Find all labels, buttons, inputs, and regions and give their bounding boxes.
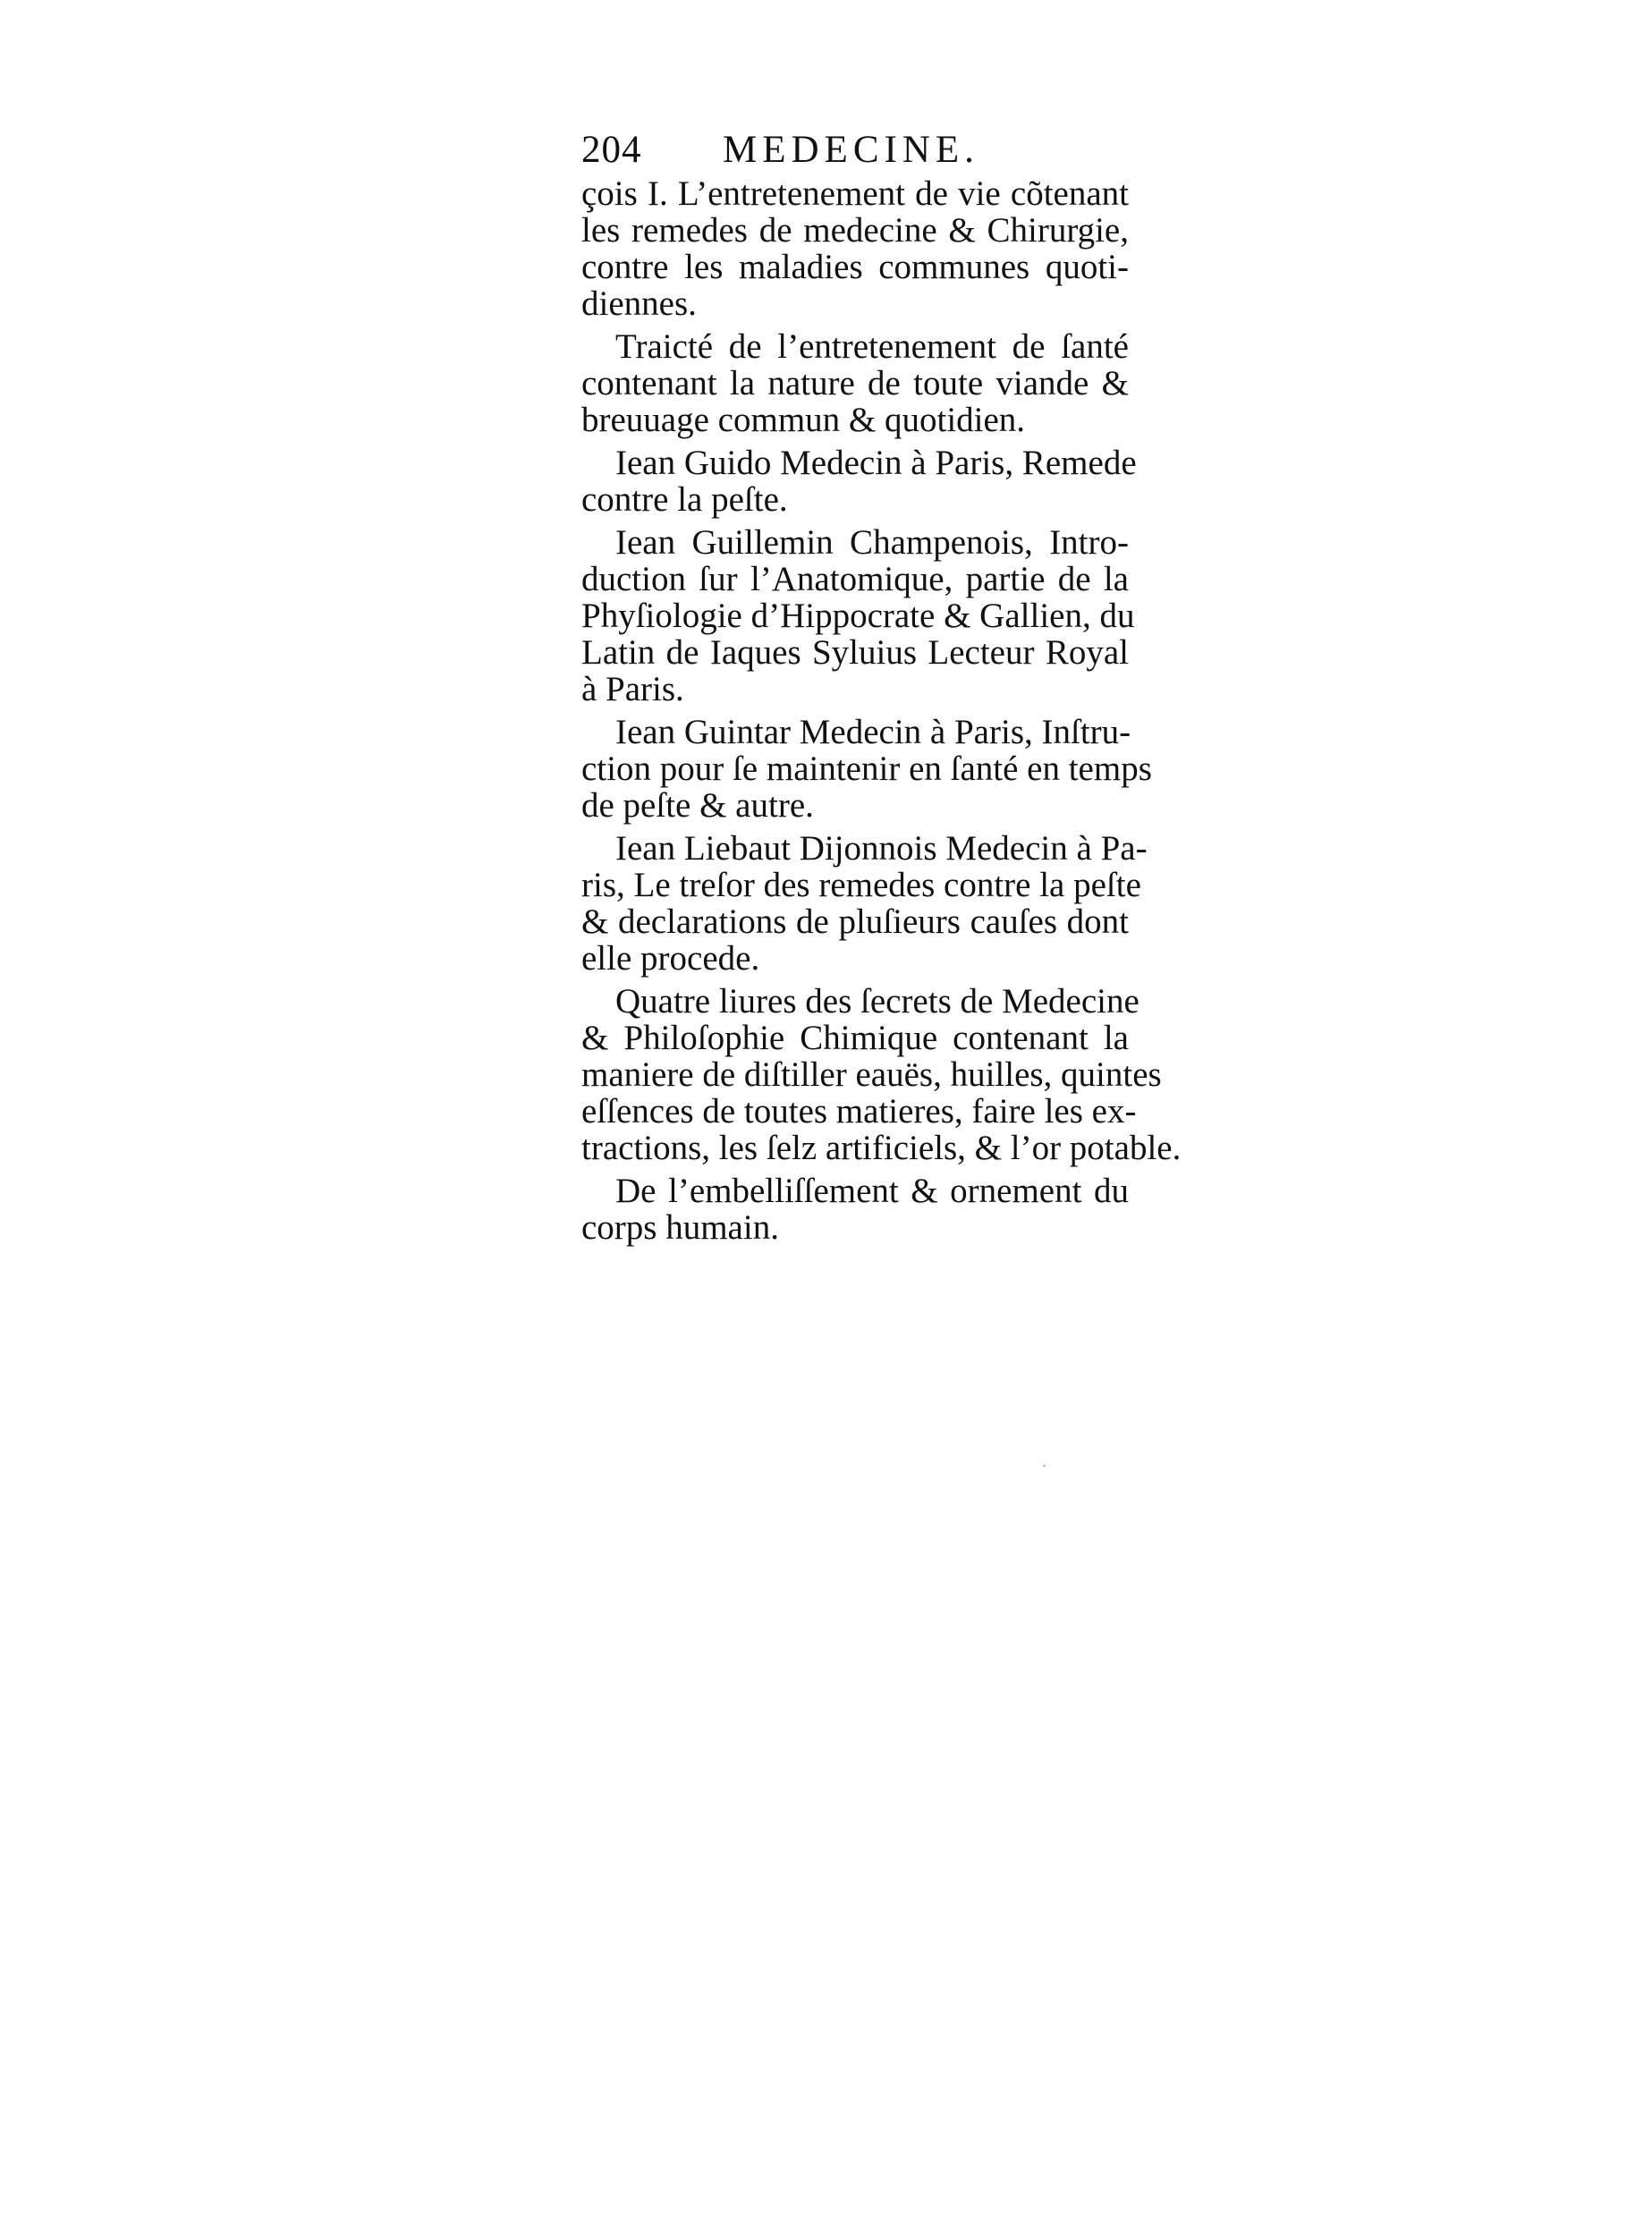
entry-line: contre les maladies communes quoti- [581,248,1129,286]
page-number: 204 [581,129,642,171]
entry-guillemin [581,523,1135,708]
entry-line: De l’embelliſſement & ornement du [615,1172,1129,1210]
running-title: MEDECINE. [723,129,979,171]
entry-line: à Paris. [581,670,684,708]
entry-line: contenant la nature de toute viande & [581,364,1129,402]
entry-line: Iean Guido Medecin à Paris, Remede [615,444,1137,482]
entry-line: ris, Le treſor des remedes contre la peſte [581,866,1141,904]
entry-line: Traicté de l’entretenement de ſanté [615,327,1129,366]
entry-line: duction ſur l’Anatomique, partie de la [581,560,1129,598]
entry-guido [581,444,1137,519]
entry-line: Latin de Iaques Syluius Lecteur Royal [581,633,1129,672]
entry-line: breuuage commun & quotidien. [581,401,1026,439]
entry-line: diennes. [581,284,697,323]
text-column [581,125,1182,1247]
stray-ink-mark [1043,1465,1046,1467]
entry-line: Phyſiologie d’Hippocrate & Gallien, du [581,597,1135,635]
page-header [581,125,1129,175]
entry-quatre-liures [581,982,1182,1167]
entry-line: Iean Liebaut Dijonnois Medecin à Pa- [615,829,1148,868]
entry-line: corps humain. [581,1208,779,1247]
entry-line: çois I. L’entretenement de vie cõtenant [581,174,1129,213]
entry-line: & Philoſophie Chimique contenant la [581,1019,1129,1057]
entry-line: Iean Guillemin Champenois, Intro- [615,523,1129,562]
entry-continuation [581,175,1129,322]
entry-line: contre la peſte. [581,480,788,519]
entry-traicte-sante [581,328,1129,438]
entry-line: elle procede. [581,939,760,978]
entry-embellissement [581,1173,1129,1246]
entry-line: ction pour ſe maintenir en ſanté en temps [581,750,1152,788]
entry-line: de peſte & autre. [581,786,814,825]
entry-line: Quatre liures des ſecrets de Medecine [615,982,1139,1021]
entry-line: les remedes de medecine & Chirurgie, [581,211,1129,250]
entry-line: maniere de diſtiller eauës, huilles, quintes [581,1055,1162,1094]
entry-line: & declarations de pluſieurs cauſes dont [581,902,1129,941]
entry-line: Iean Guintar Medecin à Paris, Inſtru- [615,713,1131,751]
entry-line: tractions, les ſelz artificiels, & l’or potable. [581,1129,1182,1167]
entry-liebaut [581,829,1148,978]
entry-guintar [581,713,1152,825]
entry-line: eſſences de toutes matieres, faire les ex- [581,1092,1137,1131]
